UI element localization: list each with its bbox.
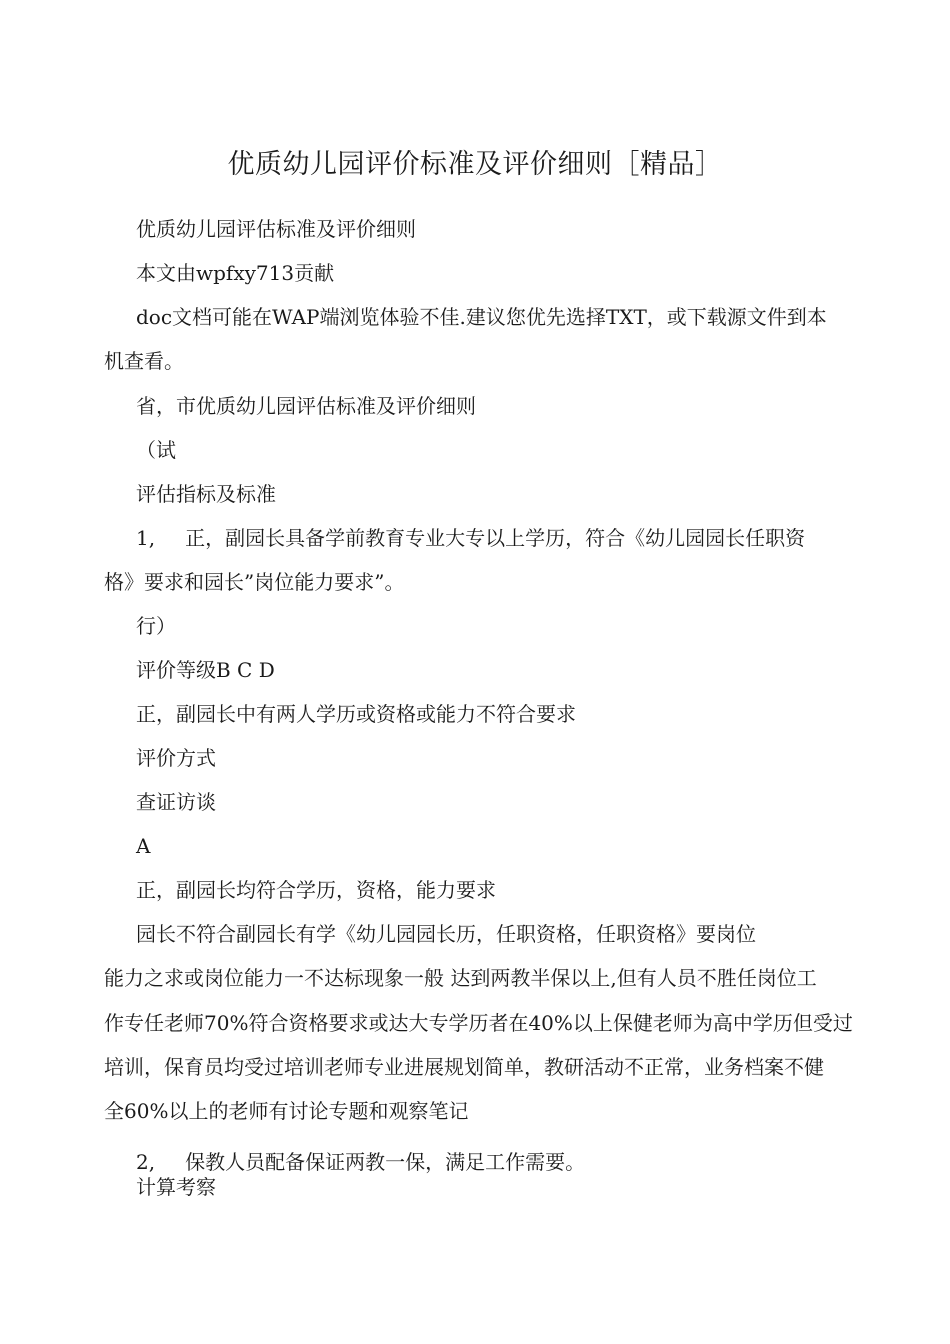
method-line: 查证访谈 — [136, 790, 216, 814]
calc-line: 计算考察 — [136, 1175, 216, 1199]
item-2-text: 保教人员配备保证两教一保，满足工作需要。 — [185, 1150, 586, 1174]
grade-bc-line-2: 能力之求或岗位能力一不达标现象一般 达到两教半保以上,但有人员不胜任岗位工 — [104, 966, 817, 990]
grade-bc-line-1: 园长不符合副园长有学《幼儿园园长历，任职资格，任职资格》要岗位 — [136, 922, 756, 946]
contributor-line: 本文由wpfxy713贡献 — [136, 261, 335, 285]
heading-line: 省，市优质幼儿园评估标准及评价细则 — [136, 394, 476, 418]
trial-open-line: （试 — [136, 438, 176, 462]
item-1-text: 正，副园长具备学前教育专业大专以上学历，符合《幼儿园园长任职资 — [185, 526, 806, 550]
subtitle-line: 优质幼儿园评估标准及评价细则 — [136, 217, 416, 241]
grade-a-line: 正，副园长均符合学历，资格，能力要求 — [136, 878, 496, 902]
grade-bc-line-3: 作专任老师70%符合资格要求或达大专学历者在40%以上保健老师为高中学历但受过 — [104, 1011, 853, 1035]
item-2-number: 2, — [136, 1150, 156, 1174]
grade-a-label: A — [136, 834, 151, 858]
item-2-line — [136, 1148, 585, 1176]
grade-d-line: 正，副园长中有两人学历或资格或能力不符合要求 — [136, 702, 576, 726]
grade-bc-line-5: 全60%以上的老师有讨论专题和观察笔记 — [104, 1099, 469, 1123]
item-1-number: 1, — [136, 526, 156, 550]
item-1-line-2: 格》要求和园长”岗位能力要求”。 — [104, 570, 405, 594]
trial-close-line: 行） — [136, 614, 176, 638]
criteria-heading: 评估指标及标准 — [136, 482, 276, 506]
grade-line: 评价等级B C D — [136, 658, 275, 682]
item-1-line-1 — [136, 524, 805, 552]
notice-line-2: 机查看。 — [104, 349, 184, 373]
document-title: 优质幼儿园评价标准及评价细则［精品］ — [227, 149, 723, 180]
grade-bc-line-4: 培训，保育员均受过培训老师专业进展规划简单，教研活动不正常，业务档案不健 — [104, 1055, 824, 1079]
notice-line-1: doc文档可能在WAP端浏览体验不佳.建议您优先选择TXT，或下载源文件到本 — [136, 305, 827, 329]
method-heading: 评价方式 — [136, 746, 216, 770]
